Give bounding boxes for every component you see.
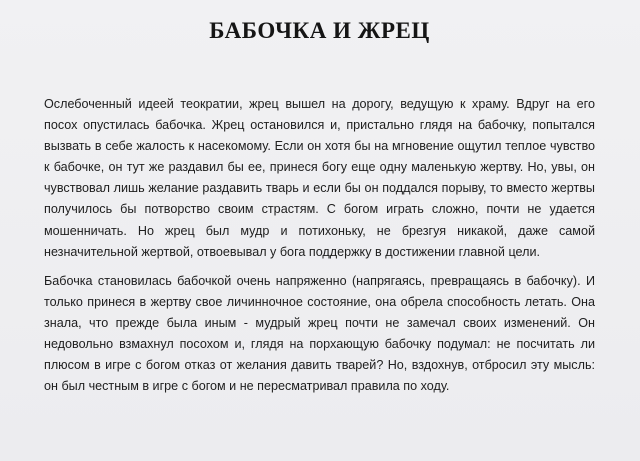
paragraph-1: Ослебоченный идеей теократии, жрец вышел на дорогу, ведущую к храму. Вдруг на его посох опустилась бабочка. Жрец остановился и, пристально глядя на бабочку, попытался вызвать в себе жалость к насекомому. Если он хотя бы на мгновение ощутил теплое чувство к бабочке, он тут же раздавил бы ее, принеся богу еще одну маленькую жертву. Но, увы, он чувствовал лишь желание раздавить тварь и если бы он поддался порыву, то вместо жертвы получилось бы потворство своим страстям. С богом играть сложно, почти не удается мошенничать. Но жрец был мудр и потихоньку, не брезгуя никакой, даже самой незначительной жертвой, отвоевывал у бога поддержку в достижении главной цели. [44,97,595,259]
document-title: БАБОЧКА И ЖРЕЦ [209,18,430,43]
paragraph-2: Бабочка становилась бабочкой очень напряженно (напрягаясь, превращаясь в бабочку). И только принеся в жертву свое личинночное состояние, она обрела способность летать. Она знала, что прежде была иным - мудрый жрец почти не замечал своих изменений. Он недовольно взмахнул посохом и, глядя на порхающую бабочку подумал: не посчитать ли плюсом в игре с богом отказ от желания давить тварей? Но, вздохнув, отбросил эту мысль: он был честным в игре с богом и не пересматривал правила по ходу. [44,273,595,394]
document-body [44,94,595,397]
